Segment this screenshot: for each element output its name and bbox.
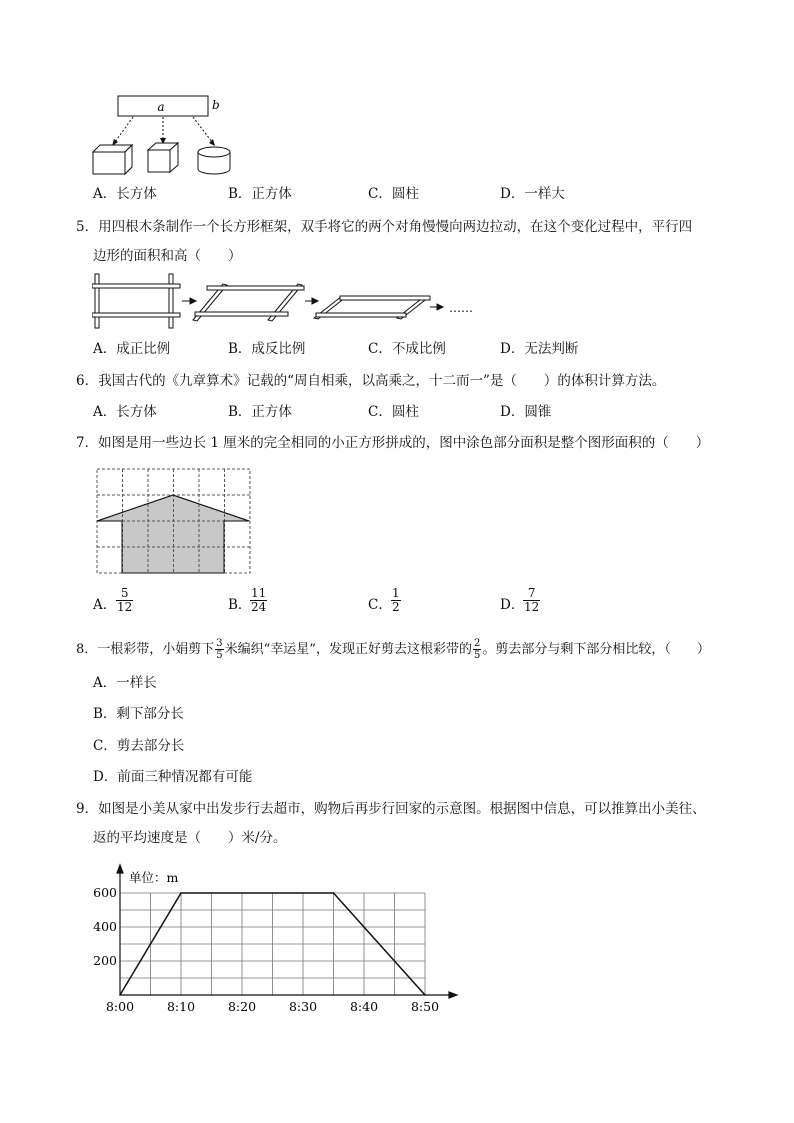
label-a: a bbox=[157, 100, 165, 114]
x-tick-labels bbox=[106, 999, 439, 1014]
q6-option-a[interactable]: A．长方体 bbox=[93, 404, 157, 420]
x-tick-label: 8:40 bbox=[349, 999, 379, 1014]
q5-option-d[interactable]: D．无法判断 bbox=[500, 341, 579, 357]
data-point bbox=[180, 892, 182, 894]
y-tick-label: 600 bbox=[93, 885, 117, 900]
denominator: 2 bbox=[392, 600, 400, 614]
q4-option-a[interactable]: A．长方体 bbox=[93, 186, 157, 202]
distance-time-chart bbox=[88, 862, 468, 1022]
q5-ellipsis: …… bbox=[449, 301, 473, 315]
q5-figure bbox=[92, 272, 492, 330]
q7-option-b-fraction[interactable] bbox=[250, 587, 267, 614]
denominator: 12 bbox=[117, 600, 133, 614]
q5-option-a[interactable]: A．成正比例 bbox=[93, 341, 171, 357]
q6-question: 6．我国古代的《九章算术》记载的“周自相乘，以高乘之，十二而一”是（ ）的体积计算方法。 bbox=[76, 373, 666, 389]
numerator: 1 bbox=[392, 586, 400, 600]
numerator: 5 bbox=[116, 587, 133, 601]
q8-option-b[interactable]: B．剩下部分长 bbox=[93, 706, 184, 722]
x-tick-label: 8:20 bbox=[227, 999, 257, 1014]
q4-option-b[interactable]: B．正方体 bbox=[228, 186, 292, 202]
q8-fraction-1: $\frac{3}{5}$ bbox=[216, 638, 223, 661]
q4-figure bbox=[88, 92, 238, 177]
q4-option-c[interactable]: C．圆柱 bbox=[368, 186, 419, 202]
y-tick-labels bbox=[93, 885, 117, 968]
cube-shape bbox=[148, 143, 178, 172]
q7-option-c-letter[interactable]: C． bbox=[368, 597, 392, 613]
denominator: 24 bbox=[251, 600, 267, 614]
y-tick-label: 200 bbox=[93, 953, 117, 968]
q8-option-a[interactable]: A．一样长 bbox=[93, 675, 157, 691]
x-axis-arrow bbox=[449, 992, 457, 998]
data-point bbox=[119, 994, 121, 996]
q8-fraction-2: $\frac{2}{5}$ bbox=[473, 638, 481, 661]
q7-option-d-fraction[interactable] bbox=[523, 587, 540, 614]
q8-question bbox=[76, 638, 710, 662]
q8-option-c[interactable]: C．剪去部分长 bbox=[93, 738, 185, 754]
q9-question-line2: 返的平均速度是（ ）米/分。 bbox=[93, 830, 287, 846]
label-b: b bbox=[212, 98, 220, 112]
x-tick-label: 8:50 bbox=[410, 999, 440, 1014]
q9-question-line1: 9．如图是小美从家中出发步行去超市，购物后再步行回家的示意图。根据图中信息，可以推算出小美往、 bbox=[76, 801, 706, 817]
q5-option-c[interactable]: C．不成比例 bbox=[368, 341, 446, 357]
q7-option-c-fraction[interactable] bbox=[391, 587, 401, 614]
q7-option-d-letter[interactable]: D． bbox=[500, 597, 525, 613]
q7-question: 7．如图是用一些边长 1 厘米的完全相同的小正方形拼成的，图中涂色部分面积是整个图形面积的（ ） bbox=[76, 435, 710, 451]
q8-option-d[interactable]: D．前面三种情况都有可能 bbox=[93, 769, 253, 785]
q8-text-part3: 。剪去部分与剩下部分相比较，（ ） bbox=[482, 642, 710, 657]
q5-question-line1: 5．用四根木条制作一个长方形框架，双手将它的两个对角慢慢向两边拉动，在这个变化过程中，平行四 bbox=[76, 219, 693, 235]
q7-option-a-letter[interactable]: A． bbox=[93, 597, 117, 613]
q5-question-line2: 边形的面积和高（ ） bbox=[93, 248, 242, 264]
q6-option-b[interactable]: B．正方体 bbox=[228, 404, 292, 420]
numerator: 11 bbox=[251, 586, 267, 600]
q7-option-a-fraction[interactable] bbox=[116, 587, 133, 614]
x-tick-label: 8:10 bbox=[166, 999, 196, 1014]
denominator: 12 bbox=[524, 600, 540, 614]
q7-grid-figure bbox=[94, 468, 254, 576]
data-point bbox=[424, 994, 426, 996]
numerator: 7 bbox=[523, 587, 540, 601]
q8-text-part1: 8．一根彩带，小娟剪下 bbox=[76, 642, 215, 657]
cylinder-shape bbox=[198, 147, 230, 174]
q6-option-c[interactable]: C．圆柱 bbox=[368, 404, 419, 420]
x-tick-label: 8:00 bbox=[105, 999, 135, 1014]
data-point bbox=[333, 892, 335, 894]
q4-option-d[interactable]: D．一样大 bbox=[500, 186, 565, 202]
q7-option-b-letter[interactable]: B． bbox=[228, 597, 252, 613]
x-tick-label: 8:30 bbox=[288, 999, 318, 1014]
y-tick-label: 400 bbox=[93, 919, 117, 934]
unit-label: 单位：m bbox=[129, 870, 179, 885]
cuboid-shape bbox=[93, 145, 132, 174]
q5-option-b[interactable]: B．成反比例 bbox=[228, 341, 306, 357]
q6-option-d[interactable]: D．圆锥 bbox=[500, 404, 552, 420]
q8-text-part2: 米编织“幸运星”，发现正好剪去这根彩带的 bbox=[224, 642, 472, 657]
y-axis-arrow bbox=[117, 865, 123, 873]
